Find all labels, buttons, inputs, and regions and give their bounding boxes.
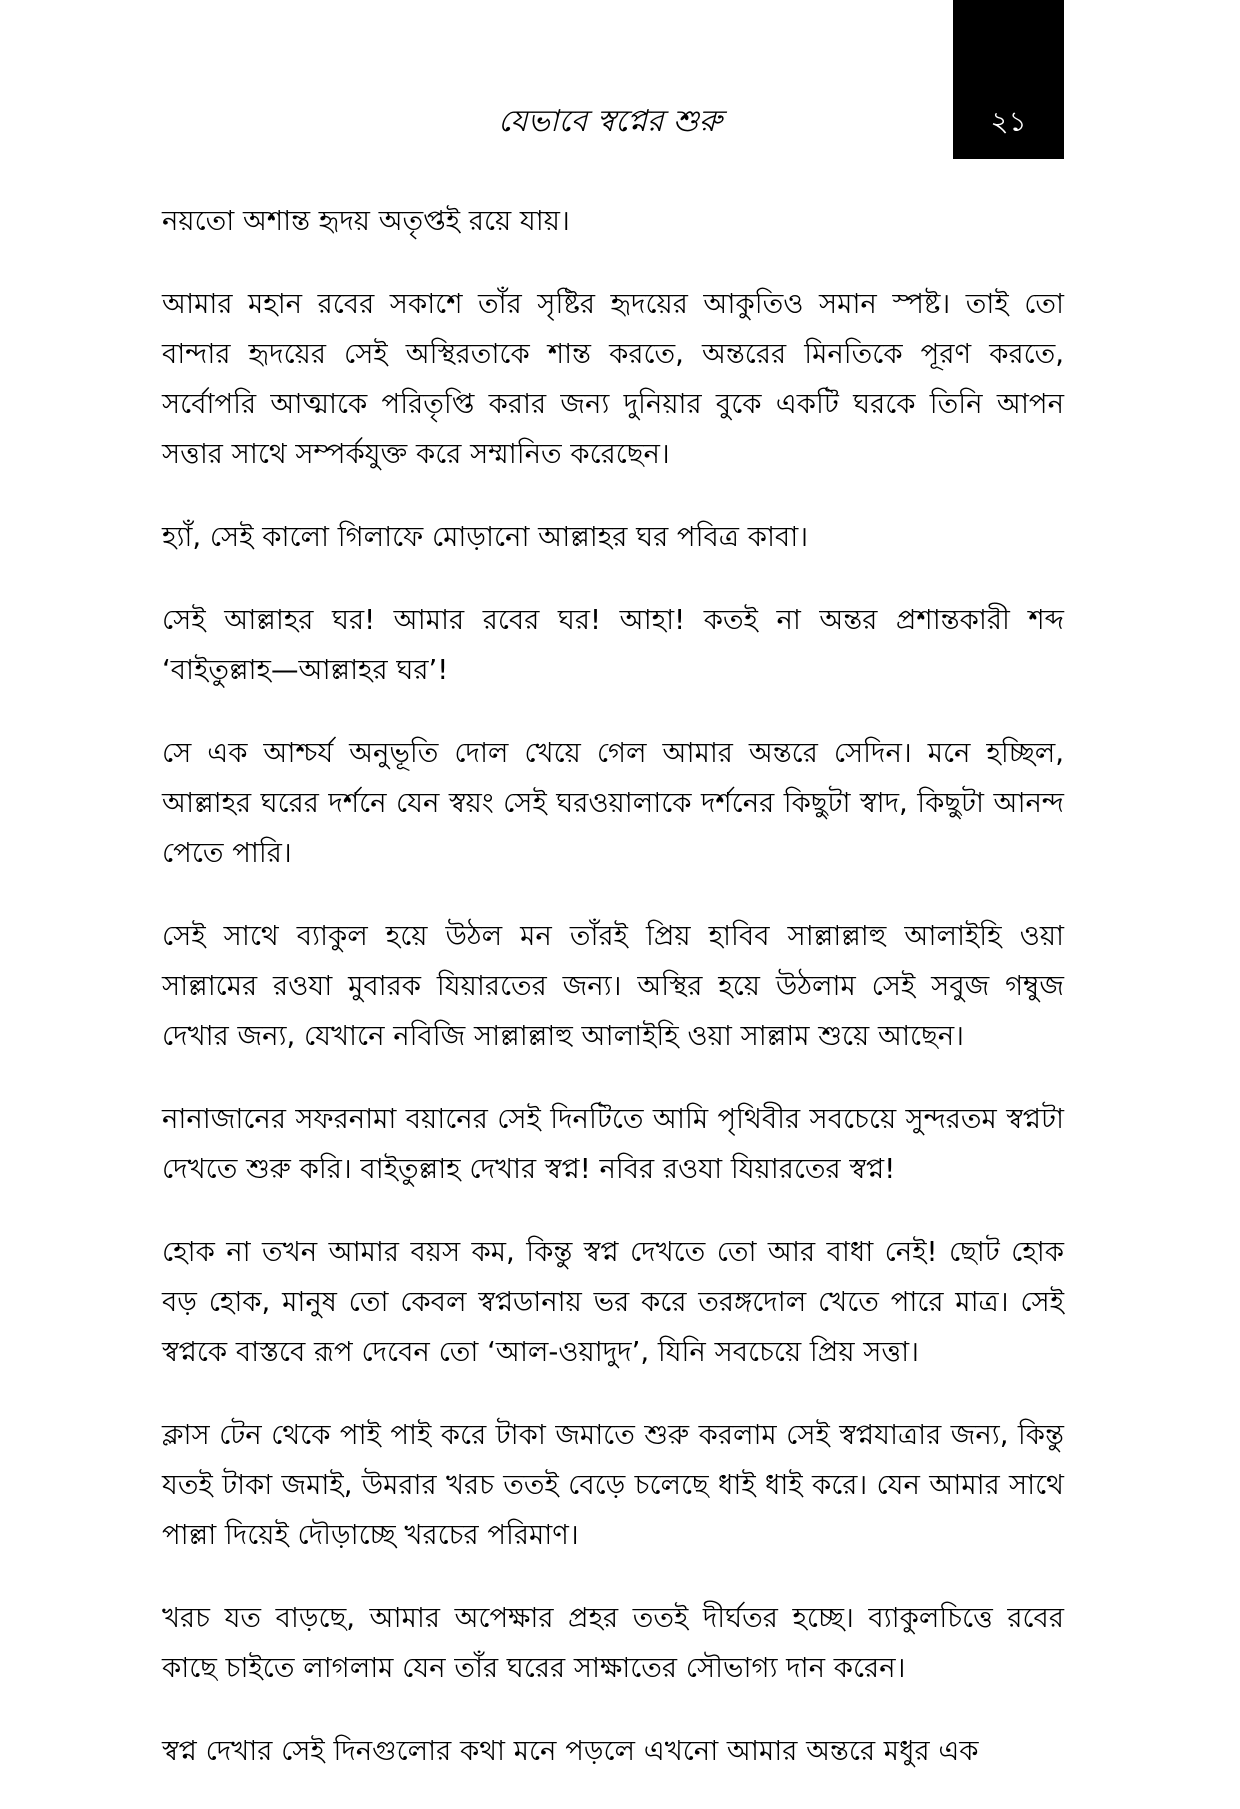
- paragraph: খরচ যত বাড়ছে, আমার অপেক্ষার প্রহর ততই দীর্ঘতর হচ্ছে। ব্যাকুলচিত্তে রবের কাছে চাইতে লাগলাম যেন তাঁর ঘরের সাক্ষাতের সৌভাগ্য দান করেন।: [162, 1602, 1064, 1684]
- paragraph: নানাজানের সফরনামা বয়ানের সেই দিনটিতে আমি পৃথিবীর সবচেয়ে সুন্দরতম স্বপ্নটা দেখতে শুরু করি। বাইতুল্লাহ দেখার স্বপ্ন! নবির রওযা যিয়ারতের স্বপ্ন!: [162, 1103, 1064, 1185]
- paragraph: স্বপ্ন দেখার সেই দিনগুলোর কথা মনে পড়লে এখনো আমার অন্তরে মধুর এক: [162, 1735, 979, 1767]
- paragraph: সে এক আশ্চর্য অনুভূতি দোল খেয়ে গেল আমার অন্তরে সেদিন। মনে হচ্ছিল, আল্লাহর ঘরের দর্শনে যেন স্বয়ং সেই ঘরওয়ালাকে দর্শনের কিছুটা স্বাদ, কিছুটা আনন্দ পেতে পারি।: [162, 737, 1064, 869]
- running-title: যেভাবে স্বপ্নের শুরু: [498, 104, 722, 139]
- paragraph: সেই আল্লাহর ঘর! আমার রবের ঘর! আহা! কতই না অন্তর প্রশান্তকারী শব্দ ‘বাইতুল্লাহ—আল্লাহর ঘর’!: [162, 604, 1064, 686]
- page-number: ২১: [990, 105, 1027, 138]
- paragraph: হোক না তখন আমার বয়স কম, কিন্তু স্বপ্ন দেখতে তো আর বাধা নেই! ছোট হোক বড় হোক, মানুষ তো কেবল স্বপ্নডানায় ভর করে তরঙ্গদোল খেতে পারে মাত্র। সেই স্বপ্নকে বাস্তবে রূপ দেবেন তো ‘আল-ওয়াদুদ’, যিনি সবচেয়ে প্রিয় সত্তা।: [162, 1236, 1064, 1368]
- paragraph: হ্যাঁ, সেই কালো গিলাফে মোড়ানো আল্লাহর ঘর পবিত্র কাবা।: [162, 521, 809, 553]
- paragraph: আমার মহান রবের সকাশে তাঁর সৃষ্টির হৃদয়ের আকুতিও সমান স্পষ্ট। তাই তো বান্দার হৃদয়ের সেই অস্থিরতাকে শান্ত করতে, অন্তরের মিনতিকে পূরণ করতে, সর্বোপরি আত্মাকে পরিতৃপ্তি করার জন্য দুনিয়ার বুকে একটি ঘরকে তিনি আপন সত্তার সাথে সম্পর্কযুক্ত করে সম্মানিত করেছেন।: [162, 288, 1064, 470]
- paragraph: ক্লাস টেন থেকে পাই পাই করে টাকা জমাতে শুরু করলাম সেই স্বপ্নযাত্রার জন্য, কিন্তু যতই টাকা জমাই, উমরার খরচ ততই বেড়ে চলেছে ধাই ধাই করে। যেন আমার সাথে পাল্লা দিয়েই দৌড়াচ্ছে খরচের পরিমাণ।: [162, 1419, 1064, 1551]
- paragraph: সেই সাথে ব্যাকুল হয়ে উঠল মন তাঁরই প্রিয় হাবিব সাল্লাল্লাহু আলাইহি ওয়া সাল্লামের রওযা মুবারক যিয়ারতের জন্য। অস্থির হয়ে উঠলাম সেই সবুজ গম্বুজ দেখার জন্য, যেখানে নবিজি সাল্লাল্লাহু আলাইহি ওয়া সাল্লাম শুয়ে আছেন।: [162, 920, 1064, 1052]
- paragraph: নয়তো অশান্ত হৃদয় অতৃপ্তই রয়ে যায়।: [162, 205, 570, 237]
- body-text: [162, 196, 1064, 1809]
- page-number-tab: [953, 0, 1064, 159]
- page-header: [0, 0, 1240, 160]
